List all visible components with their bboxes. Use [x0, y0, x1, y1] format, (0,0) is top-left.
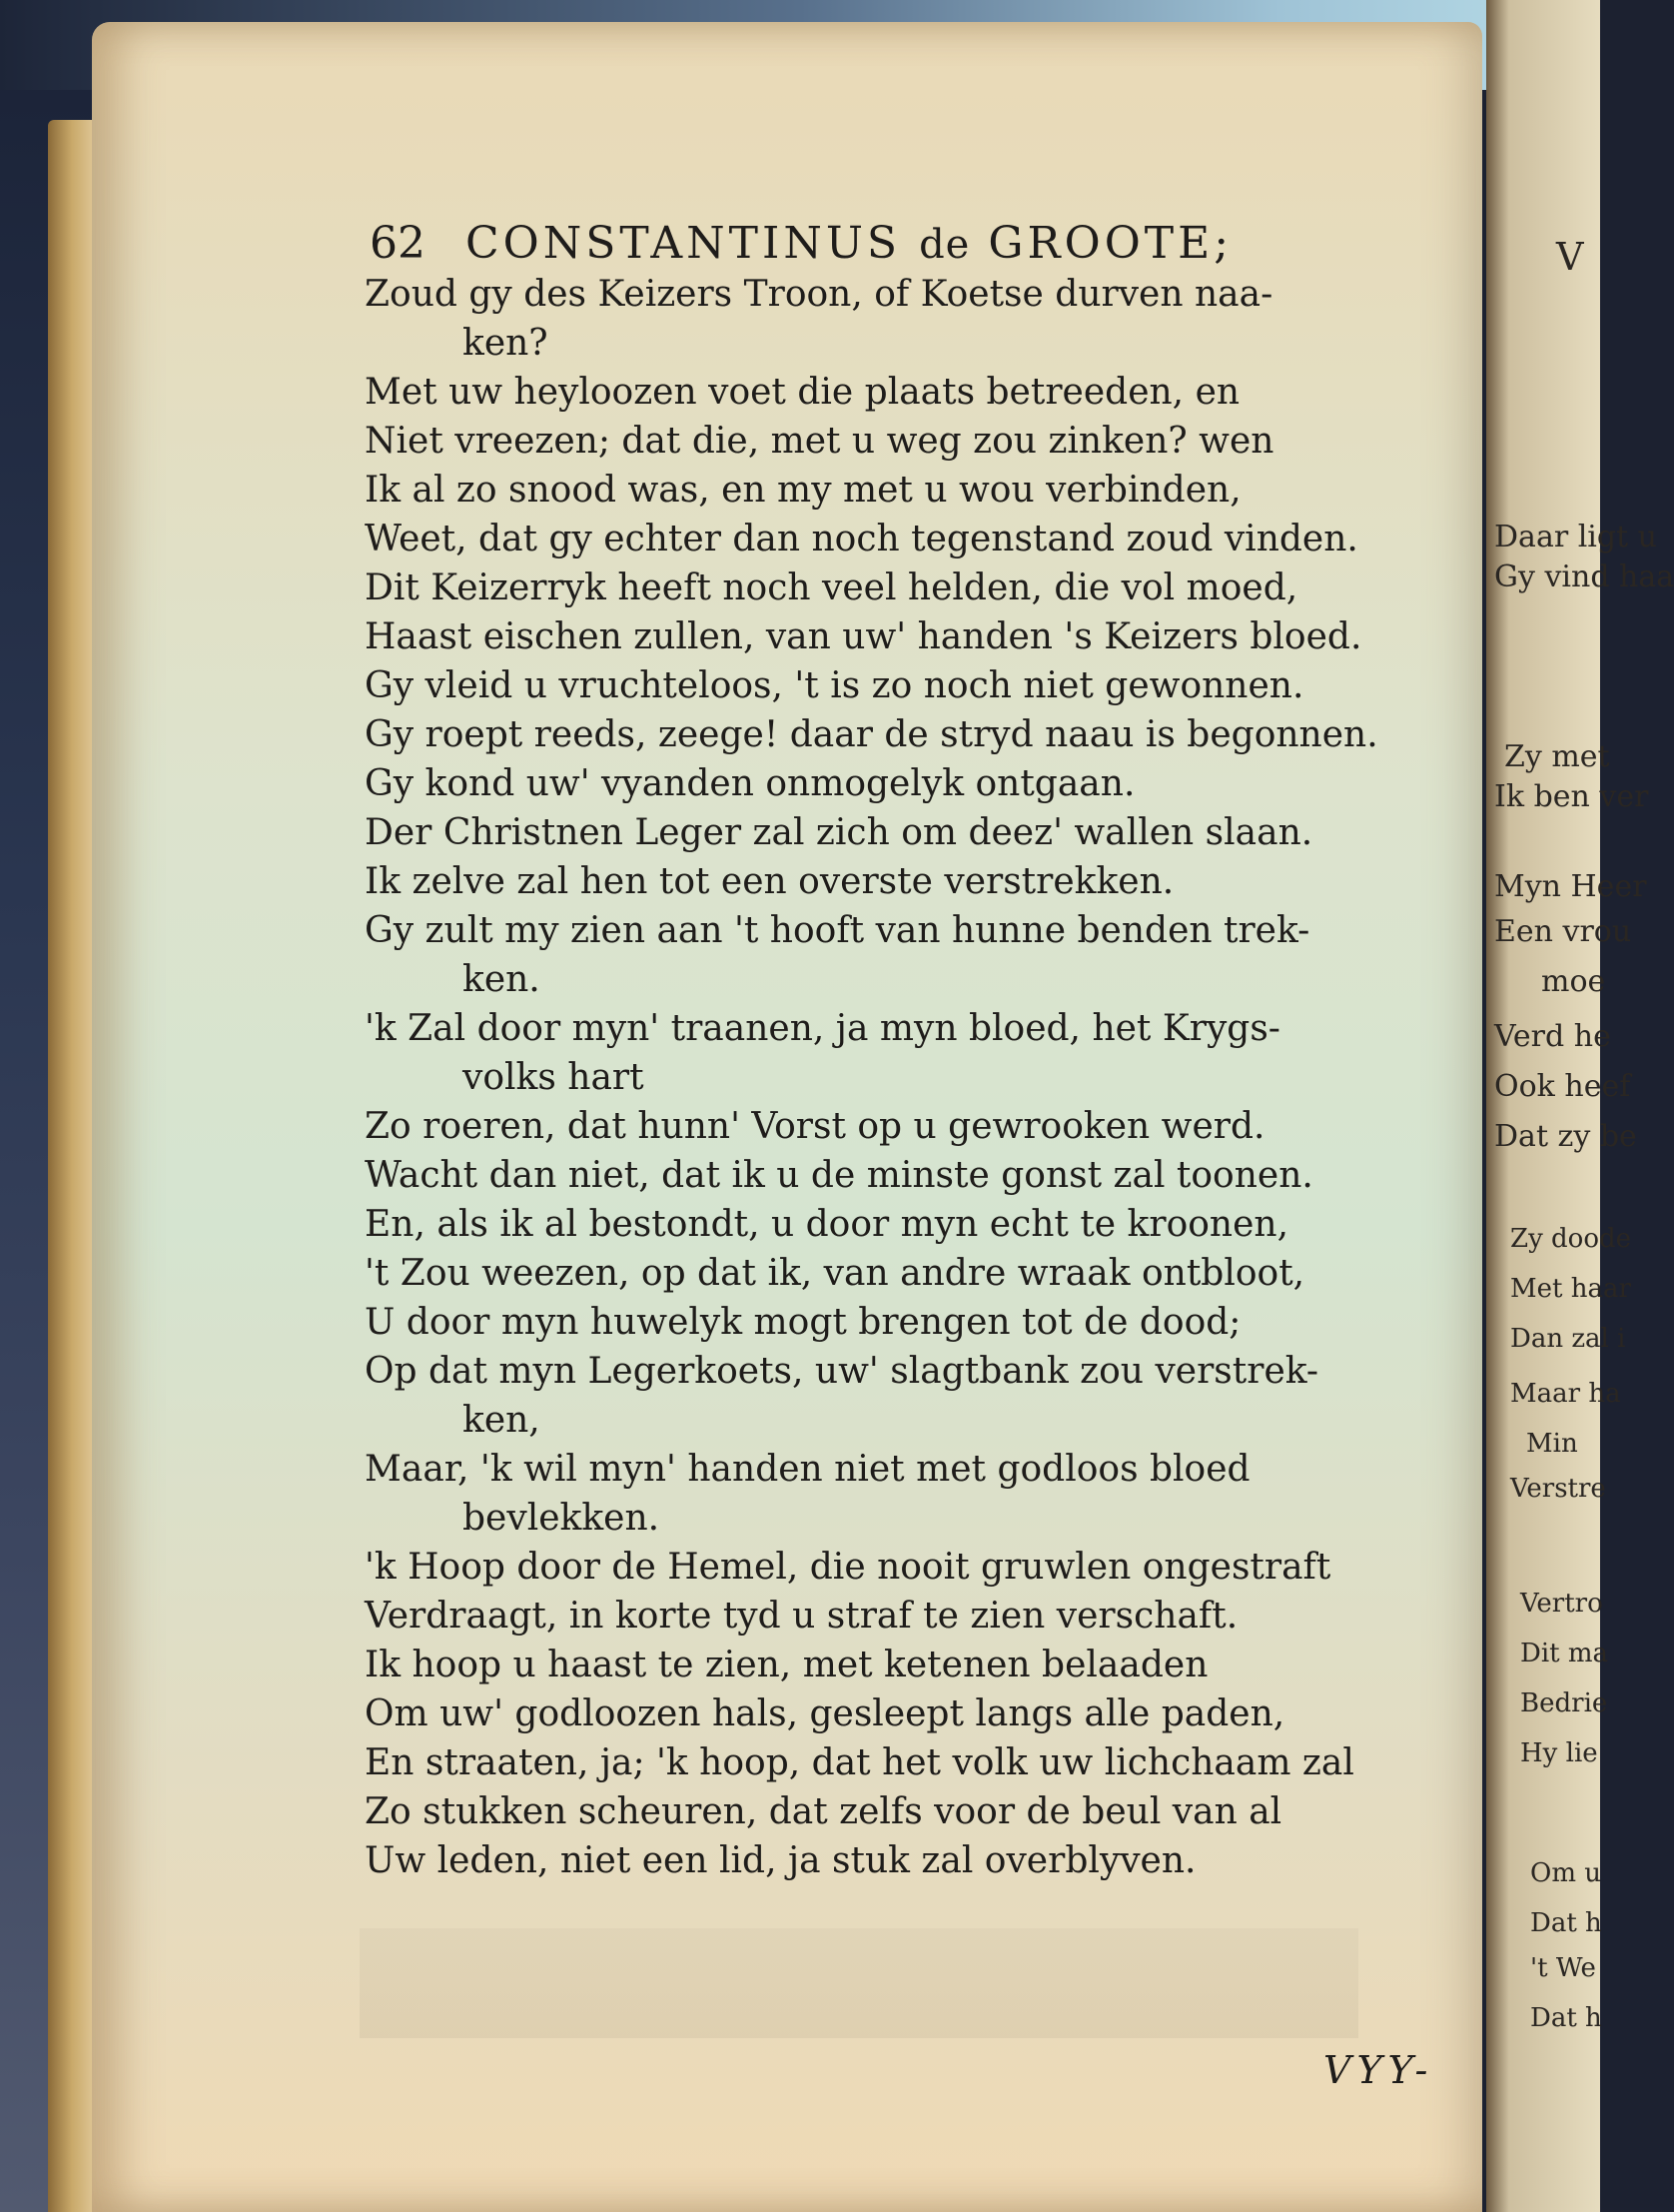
running-head-title: CONSTANTINUS	[465, 218, 902, 269]
verse-line: Verdraagt, in korte tyd u straf te zien verschaft.	[365, 1596, 1239, 1637]
facing-fragment: Maar ha	[1510, 1379, 1621, 1409]
verse-line: En, als ik al bestondt, u door myn echt te kroonen,	[365, 1204, 1289, 1245]
facing-fragment: moe	[1541, 964, 1606, 999]
facing-fragment: Dan zal i	[1510, 1324, 1626, 1354]
facing-fragment: Gy vind haa	[1494, 559, 1674, 594]
verse-line: Zo roeren, dat hunn' Vorst op u gewrooken werd.	[365, 1106, 1265, 1147]
facing-fragment: Hy lie	[1520, 1738, 1598, 1768]
verse-line: U door myn huwelyk mogt brengen tot de dood;	[365, 1302, 1242, 1343]
verse-line: bevlekken.	[462, 1498, 660, 1539]
catchword: VYY-	[1323, 2048, 1434, 2092]
facing-fragment: Dat zy be	[1494, 1119, 1637, 1154]
running-head	[370, 218, 1378, 278]
verse-line: ken,	[462, 1400, 540, 1441]
facing-fragment: 't We	[1530, 1953, 1596, 1983]
verse-line: Uw leden, niet een lid, ja stuk zal overblyven.	[365, 1840, 1197, 1881]
verse-line: Gy zult my zien aan 't hooft van hunne benden trek-	[365, 910, 1310, 951]
verse-line: Zo stukken scheuren, dat zelfs voor de beul van al	[365, 1791, 1282, 1832]
verse-line: 'k Zal door myn' traanen, ja myn bloed, het Krygs-	[365, 1008, 1280, 1049]
verse-line: Gy roept reeds, zeege! daar de stryd naau is begonnen.	[365, 714, 1378, 755]
verse-line: Haast eischen zullen, van uw' handen 's Keizers bloed.	[365, 616, 1362, 657]
verse-line: En straaten, ja; 'k hoop, dat het volk uw lichchaam zal	[365, 1742, 1354, 1783]
verse-line: Op dat myn Legerkoets, uw' slagtbank zou verstrek-	[365, 1351, 1319, 1392]
facing-fragment: Zy met	[1504, 739, 1610, 774]
page-number: 62	[370, 218, 425, 269]
facing-fragment: Ik ben ver	[1494, 779, 1649, 814]
facing-fragment: Om u	[1530, 1858, 1601, 1888]
facing-fragment: Verstre	[1510, 1474, 1606, 1504]
running-head-end: GROOTE;	[988, 218, 1234, 269]
poem-text	[365, 270, 1473, 1885]
facing-fragment: Dat h	[1530, 2003, 1602, 2033]
verse-line: Maar, 'k wil myn' handen niet met godloos bloed	[365, 1449, 1251, 1490]
verse-line: Ik hoop u haast te zien, met ketenen belaaden	[365, 1645, 1209, 1685]
verse-line: Ik zelve zal hen tot een overste verstrekken.	[365, 861, 1175, 902]
verse-line: Gy vleid u vruchteloos, 't is zo noch niet gewonnen.	[365, 665, 1304, 706]
facing-fragment: Myn Heer	[1494, 869, 1647, 904]
verse-line: 'k Hoop door de Hemel, die nooit gruwlen ongestraft	[365, 1547, 1331, 1588]
verse-line: Der Christnen Leger zal zich om deez' wallen slaan.	[365, 812, 1313, 853]
verse-line: Ik al zo snood was, en my met u wou verbinden,	[365, 470, 1242, 511]
verse-line: Dit Keizerryk heeft noch veel helden, die vol moed,	[365, 567, 1298, 608]
facing-fragment: Zy doode	[1510, 1224, 1631, 1254]
facing-fragment: Een vrou	[1494, 914, 1632, 949]
facing-fragment: Daar ligt u	[1494, 520, 1658, 554]
facing-fragment: Dit ma	[1520, 1639, 1609, 1668]
facing-fragment: Ook heef	[1494, 1069, 1631, 1104]
facing-fragment: Met haar	[1510, 1274, 1631, 1304]
verse-line: Om uw' godloozen hals, gesleept langs alle paden,	[365, 1693, 1285, 1734]
facing-fragment: Dat h	[1530, 1908, 1602, 1938]
facing-page	[1486, 0, 1674, 2212]
verse-line: ken.	[462, 959, 540, 1000]
show-through-text	[360, 1928, 1358, 2038]
verse-line: volks hart	[462, 1057, 644, 1098]
verse-line: Niet vreezen; dat die, met u weg zou zinken? wen	[365, 421, 1274, 462]
running-head-de: de	[919, 222, 971, 268]
verse-line: Met uw heyloozen voet die plaats betreeden, en	[365, 372, 1241, 413]
facing-fragment: Vertro	[1520, 1589, 1603, 1619]
verse-line: Zoud gy des Keizers Troon, of Koetse durven naa-	[365, 274, 1273, 315]
verse-line: Weet, dat gy echter dan noch tegenstand zoud vinden.	[365, 519, 1358, 559]
facing-fragment: Bedrie	[1520, 1688, 1608, 1718]
facing-fragment: Min	[1526, 1429, 1578, 1459]
verse-line: ken?	[462, 323, 548, 364]
verse-line: Wacht dan niet, dat ik u de minste gonst zal toonen.	[365, 1155, 1313, 1196]
facing-fragment: Verd he	[1494, 1019, 1611, 1054]
facing-fragment: V	[1556, 235, 1584, 279]
verse-line: Gy kond uw' vyanden onmogelyk ontgaan.	[365, 763, 1136, 804]
verse-line: 't Zou weezen, op dat ik, van andre wraak ontbloot,	[365, 1253, 1305, 1294]
